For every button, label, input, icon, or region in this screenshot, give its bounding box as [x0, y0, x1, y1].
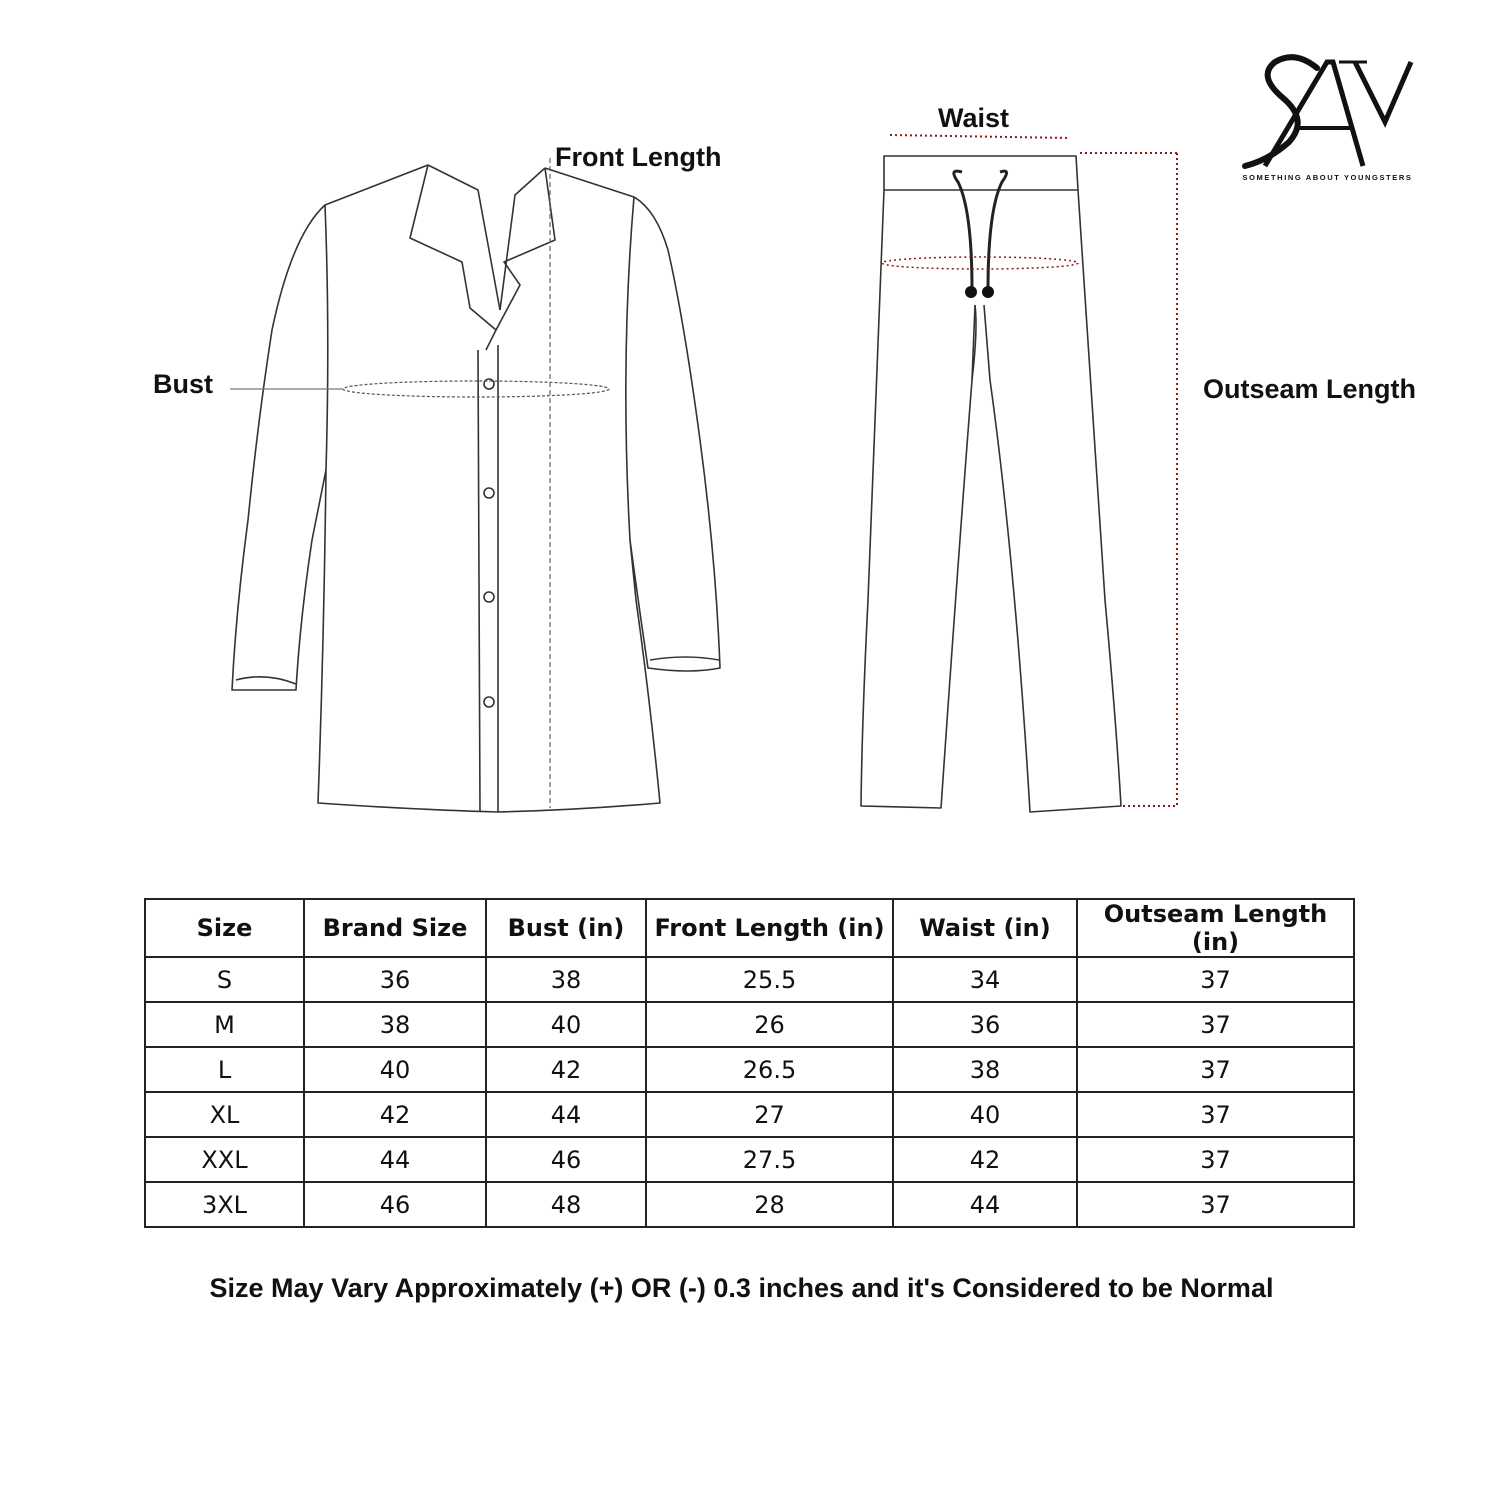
- table-cell: 40: [486, 1002, 646, 1047]
- table-row: [145, 1002, 1354, 1047]
- table-cell: 37: [1077, 1137, 1354, 1182]
- table-cell: 46: [486, 1137, 646, 1182]
- table-cell: 42: [304, 1092, 486, 1137]
- table-cell: 37: [1077, 1002, 1354, 1047]
- pants-drawing: [861, 156, 1121, 812]
- table-row: [145, 1092, 1354, 1137]
- table-row: [145, 1047, 1354, 1092]
- pants-measure-guides: [882, 135, 1177, 806]
- table-cell: 38: [304, 1002, 486, 1047]
- table-cell: XL: [145, 1092, 304, 1137]
- header-bust: Bust (in): [486, 899, 646, 957]
- table-cell: 3XL: [145, 1182, 304, 1227]
- table-cell: 36: [893, 1002, 1077, 1047]
- size-variation-note: Size May Vary Approximately (+) OR (-) 0.3 inches and it's Considered to be Normal: [209, 1273, 1274, 1303]
- table-cell: 34: [893, 957, 1077, 1002]
- table-cell: XXL: [145, 1137, 304, 1182]
- outseam-length-label: Outseam Length: [1203, 374, 1417, 404]
- table-cell: 26: [646, 1002, 893, 1047]
- table-cell: 38: [893, 1047, 1077, 1092]
- table-header-row: [145, 899, 1354, 957]
- table-cell: M: [145, 1002, 304, 1047]
- table-cell: 48: [486, 1182, 646, 1227]
- header-brand-size: Brand Size: [304, 899, 486, 957]
- table-cell: S: [145, 957, 304, 1002]
- header-waist: Waist (in): [893, 899, 1077, 957]
- table-row: [145, 957, 1354, 1002]
- front-length-label: Front Length: [555, 142, 722, 172]
- table-cell: 44: [486, 1092, 646, 1137]
- table-row: [145, 1182, 1354, 1227]
- table-cell: 37: [1077, 1092, 1354, 1137]
- table-cell: L: [145, 1047, 304, 1092]
- table-cell: 28: [646, 1182, 893, 1227]
- bust-label: Bust: [153, 369, 213, 399]
- brand-logo: [1205, 40, 1450, 210]
- table-cell: 26.5: [646, 1047, 893, 1092]
- size-chart-table: [144, 898, 1355, 1228]
- header-front-length: Front Length (in): [646, 899, 893, 957]
- sa-monogram-icon: [1205, 40, 1450, 170]
- table-cell: 40: [893, 1092, 1077, 1137]
- table-cell: 42: [893, 1137, 1077, 1182]
- table-cell: 44: [893, 1182, 1077, 1227]
- drawstring-tip-left: [965, 286, 977, 298]
- drawstring-tip-right: [982, 286, 994, 298]
- table-cell: 27.5: [646, 1137, 893, 1182]
- shirt-measure-guides: [230, 158, 609, 808]
- table-row: [145, 1137, 1354, 1182]
- waist-label: Waist: [938, 103, 1010, 133]
- table-cell: 46: [304, 1182, 486, 1227]
- table-cell: 36: [304, 957, 486, 1002]
- table-cell: 44: [304, 1137, 486, 1182]
- table-cell: 42: [486, 1047, 646, 1092]
- table-cell: 38: [486, 957, 646, 1002]
- shirt-drawing: [232, 165, 720, 812]
- table-cell: 37: [1077, 1182, 1354, 1227]
- header-size: Size: [145, 899, 304, 957]
- header-outseam-length: Outseam Length (in): [1077, 899, 1354, 957]
- table-cell: 37: [1077, 1047, 1354, 1092]
- table-cell: 25.5: [646, 957, 893, 1002]
- table-cell: 27: [646, 1092, 893, 1137]
- table-cell: 37: [1077, 957, 1354, 1002]
- table-cell: 40: [304, 1047, 486, 1092]
- logo-tagline: SOMETHING ABOUT YOUNGSTERS: [1242, 173, 1413, 182]
